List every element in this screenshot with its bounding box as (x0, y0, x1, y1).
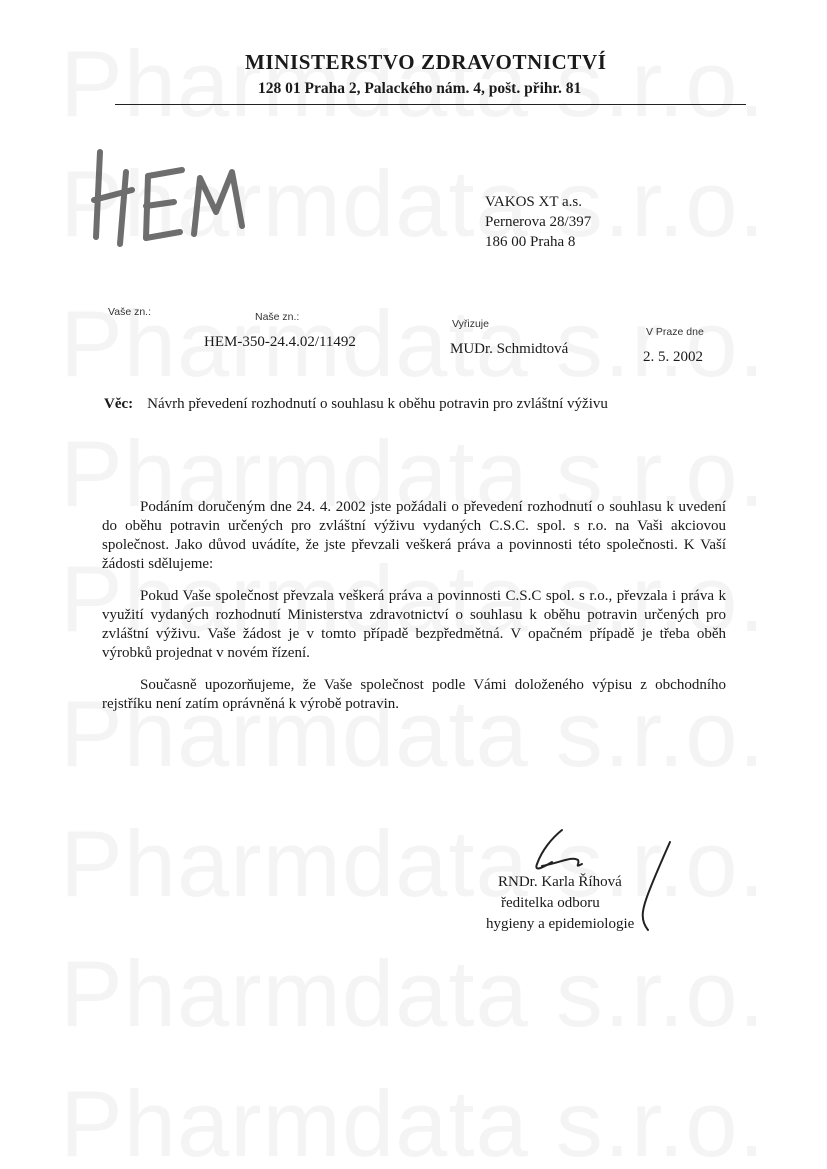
your-ref-label: Vaše zn.: (108, 306, 151, 318)
handled-by-label: Vyřizuje (452, 318, 489, 330)
place-date-label: V Praze dne (646, 326, 704, 338)
body-paragraph-1: Podáním doručeným dne 24. 4. 2002 jste požádali o převedení rozhodnutí o souhlasu k uvedení do oběhu potravin určených pro zvláštní výživu vydaných C.S.C. spol. s r.o. na Vaši akciovou společnost. Jako důvod uvádíte, že jste převzali veškerá práva a povinnosti této společnosti. K Vaší žádosti sdělujeme: (102, 499, 726, 572)
ministry-address: 128 01 Praha 2, Palackého nám. 4, pošt. přihr. 81 (258, 80, 582, 97)
subject-text: Návrh převedení rozhodnutí o souhlasu k oběhu potravin pro zvláštní výživu (147, 396, 608, 412)
recipient-address (485, 192, 591, 252)
signer-name: RNDr. Karla Říhová (498, 874, 622, 890)
letter-date: 2. 5. 2002 (643, 349, 703, 365)
watermark-text (60, 1070, 766, 1169)
letter-body (102, 498, 726, 727)
recipient-city: 186 00 Praha 8 (485, 234, 576, 250)
signer-block (486, 872, 635, 935)
watermark-text (60, 290, 766, 398)
ministry-title: MINISTERSTVO ZDRAVOTNICTVÍ (245, 50, 607, 74)
watermark-text (60, 940, 766, 1048)
subject-label: Věc: (104, 396, 134, 412)
our-ref-value: HEM-350-24.4.02/11492 (204, 334, 356, 350)
body-paragraph-2: Pokud Vaše společnost převzala veškerá práva a povinnosti C.S.C spol. s r.o., převzala i práva k využití vydaných rozhodnutí Ministerstva zdravotnictví o souhlasu k oběhu potravin určených pro zvláštní výživu. Vaše žádost je v tomto případě bezpředmětná. V opačném případě je třeba oběh výrobků projednat v novém řízení. (102, 588, 726, 661)
recipient-name: VAKOS XT a.s. (485, 194, 582, 210)
signer-department: hygieny a epidemiologie (486, 916, 635, 932)
handled-by-value: MUDr. Schmidtová (450, 341, 569, 357)
our-ref-label: Naše zn.: (255, 311, 300, 323)
subject-line (104, 396, 608, 413)
handwritten-hem-mark (86, 142, 256, 252)
body-paragraph-3: Současně upozorňujeme, že Vaše společnost podle Vámi doloženého výpisu z obchodního rejstříku není zatím oprávněná k výrobě potravin. (102, 677, 726, 712)
signer-role: ředitelka odboru (501, 895, 600, 911)
recipient-street: Pernerova 28/397 (485, 214, 592, 230)
header-divider (115, 104, 746, 105)
